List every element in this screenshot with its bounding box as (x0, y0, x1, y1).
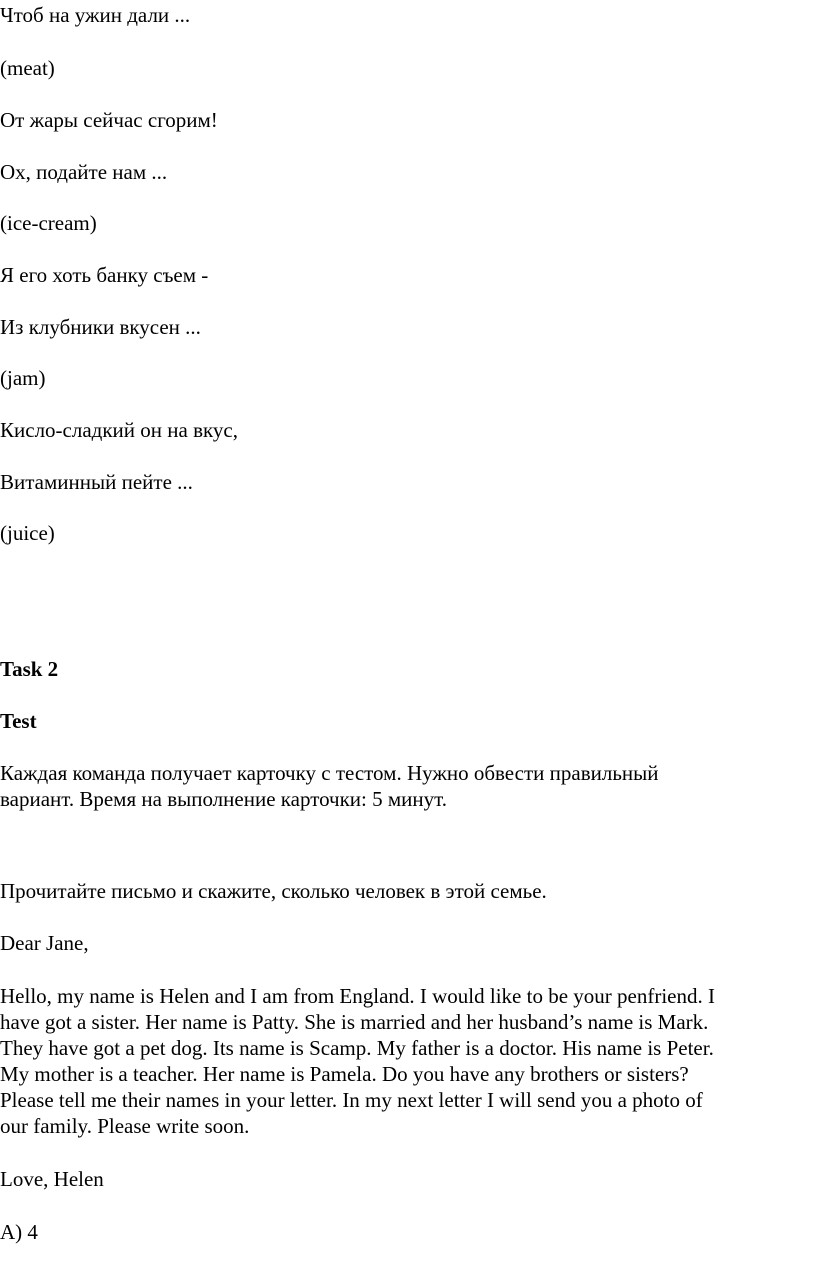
poem-line-11: (juice) (0, 521, 55, 545)
poem-line-9: Кисло-сладкий он на вкус, (0, 418, 238, 442)
task-subtitle: Test (0, 709, 37, 733)
poem-line-8: (jam) (0, 366, 46, 390)
task-question: Прочитайте письмо и скажите, сколько человек в этой семье. (0, 879, 547, 903)
letter-body-line-5: Please tell me their names in your letter. In my next letter I will send you a photo of (0, 1088, 703, 1112)
poem-line-5: (ice-cream) (0, 211, 97, 235)
task-instructions-line-2: вариант. Время на выполнение карточки: 5 минут. (0, 787, 447, 811)
letter-greeting: Dear Jane, (0, 931, 89, 955)
task-instructions-line-1: Каждая команда получает карточку с тестом. Нужно обвести правильный (0, 761, 659, 785)
letter-body-line-2: have got a sister. Her name is Patty. She is married and her husband’s name is Mark. (0, 1010, 709, 1034)
poem-line-1: Чтоб на ужин дали ... (0, 3, 191, 27)
poem-line-3: От жары сейчас сгорим! (0, 108, 218, 132)
letter-body-line-1: Hello, my name is Helen and I am from England. I would like to be your penfriend. I (0, 984, 715, 1008)
poem-line-2: (meat) (0, 56, 55, 80)
letter-body-line-4: My mother is a teacher. Her name is Pamela. Do you have any brothers or sisters? (0, 1062, 689, 1086)
poem-line-6: Я его хоть банку съем - (0, 263, 209, 287)
poem-line-4: Ох, подайте нам ... (0, 160, 168, 184)
letter-closing: Love, Helen (0, 1167, 104, 1191)
task-title: Task 2 (0, 657, 59, 681)
poem-line-10: Витаминный пейте ... (0, 470, 193, 494)
poem-line-7: Из клубники вкусен ... (0, 315, 201, 339)
answer-option-a: A) 4 (0, 1220, 38, 1244)
letter-body-line-3: They have got a pet dog. Its name is Scamp. My father is a doctor. His name is Peter. (0, 1036, 714, 1060)
letter-body-line-6: our family. Please write soon. (0, 1114, 250, 1138)
